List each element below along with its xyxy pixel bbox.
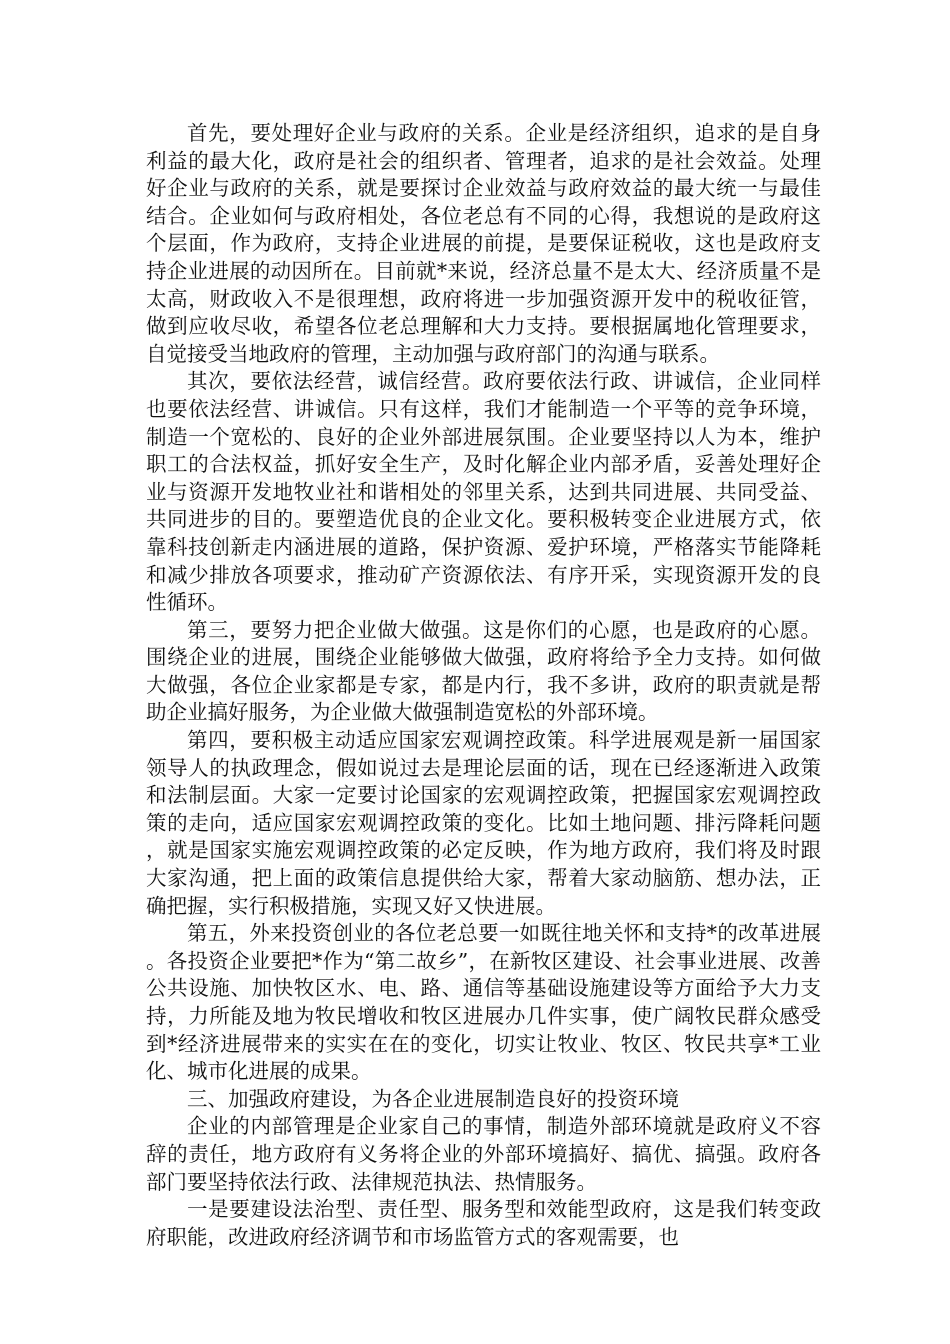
paragraph-lawful-operation: 其次，要依法经营，诚信经营。政府要依法行政、讲诚信，企业同样也要依法经营、讲诚信。只有这样，我们才能制造一个平等的竞争环境，制造一个宽松的、良好的企业外部进展氛围。企业要坚持以人为本，维护职工的合法权益，抓好安全生产，及时化解企业内部矛盾，妥善处理好企业与资源开发地牧业社和谐相处的邻里关系，达到共同进展、共同受益、共同进步的目的。要塑造优良的企业文化。要积极转变企业进展方式，依靠科技创新走内涵进展的道路，保护资源、爱护环境，严格落实节能降耗和减少排放各项要求，推动矿产资源依法、有序开采，实现资源开发的良性循环。: [146, 369, 821, 615]
paragraph-investor-support: 第五，外来投资创业的各位老总要一如既往地关怀和支持*的改革进展。各投资企业要把*作为“第二故乡”，在新牧区建设、社会事业进展、改善公共设施、加快牧区水、电、路、通信等基础设施建设等方面给予大力支持，力所能及地为牧民增收和牧区进展办几件实事，使广阔牧民群众感受到*经济进展带来的实实在在的变化，切实让牧业、牧区、牧民共享*工业化、城市化进展的成果。: [146, 921, 821, 1084]
paragraph-government-types: 一是要建设法治型、责任型、服务型和效能型政府，这是我们转变政府职能，改进政府经济调节和市场监管方式的客观需要，也: [146, 1197, 821, 1249]
section-heading-government-building: 三、加强政府建设，为各企业进展制造良好的投资环境: [187, 1086, 679, 1111]
paragraph-external-environment: 企业的内部管理是企业家自己的事情，制造外部环境就是政府义不容辞的责任，地方政府有义务将企业的外部环境搞好、搞优、搞强。政府各部门要坚持依法行政、法律规范执法、热情服务。: [146, 1114, 821, 1194]
paragraph-macro-control-policy: 第四，要积极主动适应国家宏观调控政策。科学进展观是新一届国家领导人的执政理念，假如说过去是理论层面的话，现在已经逐渐进入政策和法制层面。大家一定要讨论国家的宏观调控政策，把握国家宏观调控政策的走向，适应国家宏观调控政策的变化。比如土地问题、排污降耗问题，就是国家实施宏观调控政策的必定反映，作为地方政府，我们将及时跟大家沟通，把上面的政策信息提供给大家，帮着大家动脑筋、想办法，正确把握，实行积极措施，实现又好又快进展。: [146, 728, 821, 918]
document-body: [146, 120, 821, 1251]
paragraph-grow-enterprises: 第三，要努力把企业做大做强。这是你们的心愿，也是政府的心愿。围绕企业的进展，围绕企业能够做大做强，政府将给予全力支持。如何做大做强，各位企业家都是专家，都是内行，我不多讲，政府的职责就是帮助企业搞好服务，为企业做大做强制造宽松的外部环境。: [146, 617, 821, 725]
paragraph-relationship-with-government: 首先，要处理好企业与政府的关系。企业是经济组织，追求的是自身利益的最大化，政府是社会的组织者、管理者，追求的是社会效益。处理好企业与政府的关系，就是要探讨企业效益与政府效益的最大统一与最佳结合。企业如何与政府相处，各位老总有不同的心得，我想说的是政府这个层面，作为政府，支持企业进展的前提，是要保证税收，这也是政府支持企业进展的动因所在。目前就*来说，经济总量不是太大、经济质量不是太高，财政收入不是很理想，政府将进一步加强资源开发中的税收征管，做到应收尽收，希望各位老总理解和大力支持。要根据属地化管理要求，自觉接受当地政府的管理，主动加强与政府部门的沟通与联系。: [146, 121, 821, 366]
